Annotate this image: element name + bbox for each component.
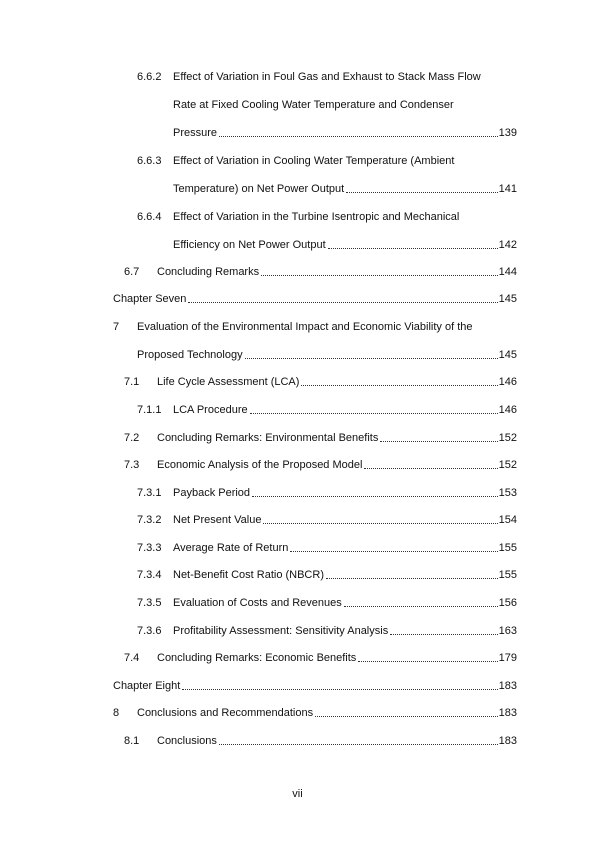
toc-entry-title: Net Present Value — [173, 514, 262, 526]
toc-page-number: 141 — [498, 183, 517, 195]
toc-entry-number: 6.6.3 — [137, 155, 162, 167]
toc-entry-link[interactable] — [157, 650, 517, 666]
toc-entry-link[interactable] — [173, 540, 517, 556]
toc-page-number: 153 — [498, 487, 517, 499]
page-number: vii — [292, 788, 303, 800]
toc-entry-link[interactable] — [157, 733, 517, 749]
toc-entry-line — [0, 125, 595, 141]
dot-leader — [250, 412, 498, 414]
toc-entry-line — [0, 291, 595, 307]
toc-entry-number: 7.3.3 — [137, 542, 162, 554]
toc-entry-title: Payback Period — [173, 487, 251, 499]
toc-entry-line — [0, 402, 595, 418]
toc-entry-number: 7.3 — [124, 459, 140, 471]
toc-page-number: 156 — [498, 597, 517, 609]
toc-entry-title: LCA Procedure — [173, 404, 248, 416]
dot-leader — [301, 384, 497, 386]
toc-page-number: 154 — [498, 514, 517, 526]
toc-entry-line — [0, 512, 595, 528]
toc-entry-line — [0, 97, 595, 113]
toc-entry-line — [0, 733, 595, 749]
dot-leader — [219, 743, 498, 745]
toc-entry-link[interactable] — [137, 705, 517, 721]
toc-entry-link[interactable] — [113, 291, 517, 307]
toc-entry-line — [0, 623, 595, 639]
toc-entry-title: Chapter Eight — [113, 680, 181, 692]
toc-page-number: 145 — [498, 293, 517, 305]
toc-entry-number: 7.3.4 — [137, 569, 162, 581]
toc-entry-line — [0, 374, 595, 390]
toc-entry-number: 7.2 — [124, 432, 140, 444]
toc-page-number: 139 — [498, 127, 517, 139]
toc-entry-title: Pressure — [173, 127, 218, 139]
toc-entry-number: 7.4 — [124, 652, 140, 664]
toc-entry-number: 6.7 — [124, 266, 140, 278]
toc-entry-title: Concluding Remarks: Economic Benefits — [157, 652, 357, 664]
toc-page-number: 183 — [498, 680, 517, 692]
toc-entry-line — [0, 347, 595, 363]
toc-entry-link[interactable] — [157, 457, 517, 473]
toc-entry-line — [0, 678, 595, 694]
toc-entry-number: 7.3.1 — [137, 487, 162, 499]
toc-page-number: 152 — [498, 432, 517, 444]
dot-leader — [263, 522, 497, 524]
toc-entry-title: Temperature) on Net Power Output — [173, 183, 345, 195]
dot-leader — [344, 605, 498, 607]
toc-entry-line — [0, 567, 595, 583]
toc-entry-title: Average Rate of Return — [173, 542, 289, 554]
toc-entry-link[interactable] — [157, 264, 517, 280]
toc-entry-title: Chapter Seven — [113, 293, 187, 305]
dot-leader — [245, 357, 498, 359]
toc-page-number: 142 — [498, 239, 517, 251]
toc-entry-title: Efficiency on Net Power Output — [173, 239, 326, 251]
toc-entry-link[interactable] — [173, 402, 517, 418]
toc-page-number: 152 — [498, 459, 517, 471]
toc-entry-number: 7.1 — [124, 376, 140, 388]
dot-leader — [182, 688, 497, 690]
toc-entry-link[interactable] — [137, 347, 517, 363]
toc-entry-number: 7.3.5 — [137, 597, 162, 609]
toc-entry-title: Profitability Assessment: Sensitivity Analysis — [173, 625, 389, 637]
toc-entry-line — [0, 705, 595, 721]
toc-page-number: 155 — [498, 569, 517, 581]
toc-entry-title: Evaluation of Costs and Revenues — [173, 597, 342, 609]
toc-page-number: 144 — [498, 266, 517, 278]
dot-leader — [252, 495, 498, 497]
toc-entry-number: 7.3.2 — [137, 514, 162, 526]
toc-entry-number: 8 — [113, 707, 120, 719]
dot-leader — [328, 247, 498, 249]
dot-leader — [290, 550, 497, 552]
toc-entry-line — [0, 69, 595, 85]
toc-entry-number: 8.1 — [124, 735, 140, 747]
toc-entry-line — [0, 457, 595, 473]
toc-page-number: 146 — [498, 376, 517, 388]
toc-entry-line — [0, 595, 595, 611]
toc-entry-link[interactable] — [157, 374, 517, 390]
toc-page-number: 163 — [498, 625, 517, 637]
toc-entry-number: 6.6.2 — [137, 71, 162, 83]
toc-entry-link[interactable] — [173, 567, 517, 583]
dot-leader — [358, 660, 497, 662]
dot-leader — [364, 467, 497, 469]
toc-entry-title: Effect of Variation in the Turbine Isentropic and Mechanical — [173, 211, 460, 223]
toc-entry-link[interactable] — [173, 181, 517, 197]
toc-entry-link[interactable] — [173, 623, 517, 639]
toc-entry-number: 6.6.4 — [137, 211, 162, 223]
toc-entry-link[interactable] — [157, 430, 517, 446]
toc-entry-title: Concluding Remarks — [157, 266, 260, 278]
dot-leader — [261, 274, 498, 276]
toc-entry-title: Rate at Fixed Cooling Water Temperature and Condenser — [173, 99, 454, 111]
dot-leader — [326, 577, 498, 579]
toc-entry-title: Concluding Remarks: Environmental Benefits — [157, 432, 379, 444]
toc-page-number: 146 — [498, 404, 517, 416]
dot-leader — [219, 135, 498, 137]
toc-entry-title: Economic Analysis of the Proposed Model — [157, 459, 363, 471]
toc-entry-title: Proposed Technology — [137, 349, 243, 361]
toc-page-number: 183 — [498, 735, 517, 747]
toc-entry-link[interactable] — [113, 678, 517, 694]
dot-leader — [390, 633, 497, 635]
toc-entry-line — [0, 181, 595, 197]
toc-entry-line — [0, 485, 595, 501]
toc-entry-link[interactable] — [173, 485, 517, 501]
dot-leader — [346, 191, 497, 193]
toc-entry-number: 7 — [113, 321, 120, 333]
toc-entry-link[interactable] — [173, 595, 517, 611]
toc-entry-title: Effect of Variation in Cooling Water Temperature (Ambient — [173, 155, 455, 167]
toc-entry-title: Effect of Variation in Foul Gas and Exhaust to Stack Mass Flow — [173, 71, 481, 83]
dot-leader — [380, 440, 497, 442]
toc-entry-title: Evaluation of the Environmental Impact and Economic Viability of the — [137, 321, 473, 333]
toc-entry-line — [0, 650, 595, 666]
toc-entry-line — [0, 540, 595, 556]
toc-entry-link[interactable] — [173, 512, 517, 528]
toc-entry-title: Life Cycle Assessment (LCA) — [157, 376, 300, 388]
toc-entry-link[interactable] — [173, 125, 517, 141]
toc-entry-line — [0, 153, 595, 169]
toc-page-number: 155 — [498, 542, 517, 554]
toc-page-number: 183 — [498, 707, 517, 719]
toc-entry-number: 7.3.6 — [137, 625, 162, 637]
dot-leader — [188, 301, 497, 303]
toc-entry-title: Conclusions — [157, 735, 217, 747]
toc-page-number: 145 — [498, 349, 517, 361]
toc-entry-line — [0, 430, 595, 446]
toc-entry-title: Net-Benefit Cost Ratio (NBCR) — [173, 569, 324, 581]
toc-entry-line — [0, 209, 595, 225]
toc-entry-title: Conclusions and Recommendations — [137, 707, 314, 719]
toc-entry-line — [0, 319, 595, 335]
toc-entry-link[interactable] — [173, 237, 517, 253]
toc-entry-line — [0, 237, 595, 253]
toc-entry-number: 7.1.1 — [137, 404, 162, 416]
toc-page-number: 179 — [498, 652, 517, 664]
dot-leader — [315, 715, 498, 717]
toc-entry-line — [0, 264, 595, 280]
